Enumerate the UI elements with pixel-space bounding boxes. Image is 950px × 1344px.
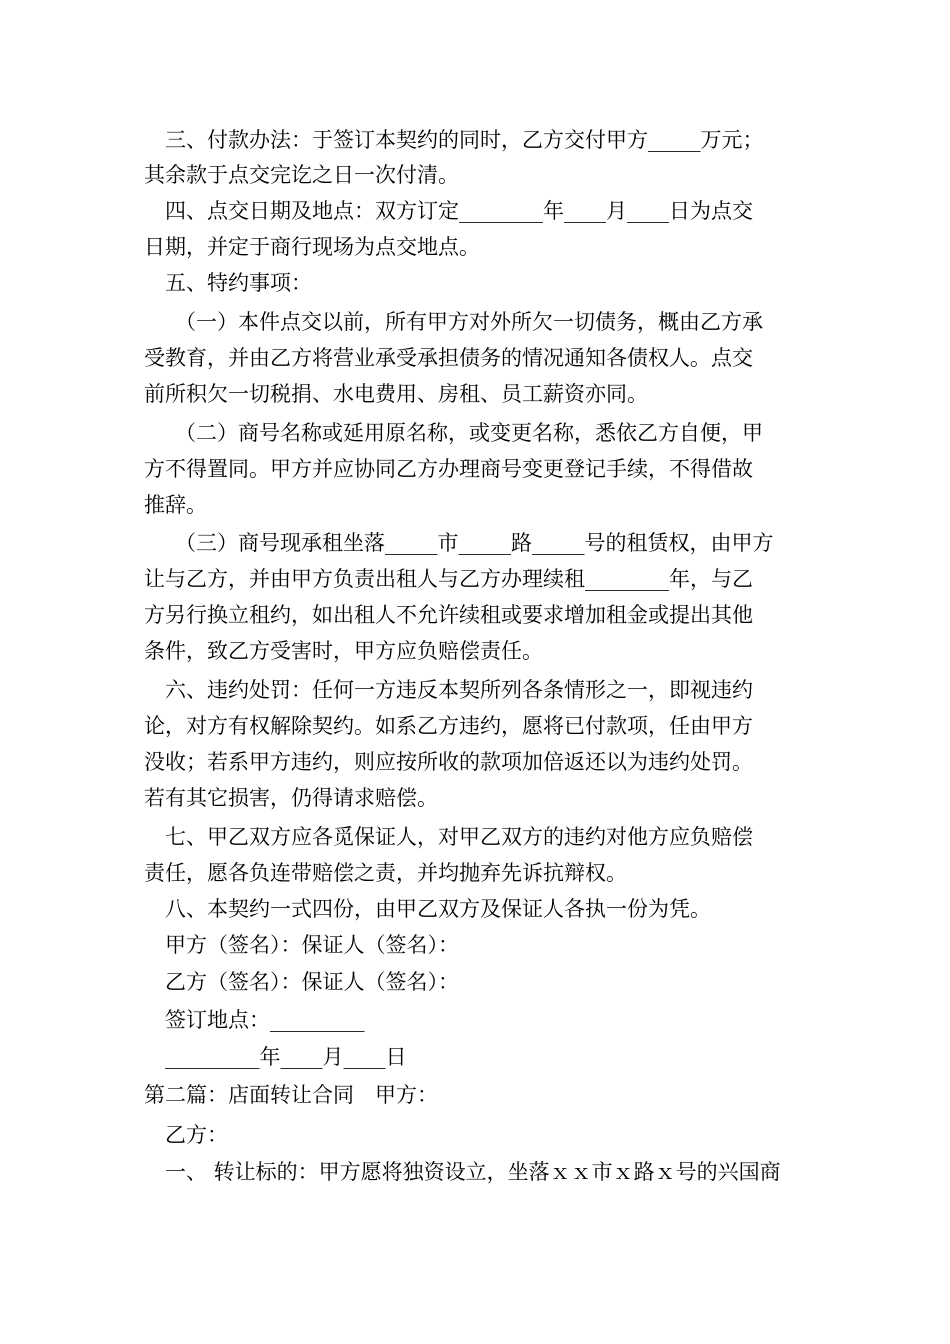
- part-two-heading: 第二篇：店面转让合同 甲方：: [144, 1083, 438, 1107]
- clause-5-2-line-1: （二）商号名称或延用原名称，或变更名称，悉依乙方自便，甲: [175, 421, 763, 445]
- clause-5-1-line-3: 前所积欠一切税捐、水电费用、房租、员工薪资亦同。: [144, 382, 648, 406]
- clause-4-line-2: 日期，并定于商行现场为点交地点。: [144, 235, 480, 259]
- signing-date-line: _________年____月____日: [165, 1045, 407, 1069]
- clause-5-2-line-3: 推辞。: [144, 493, 207, 517]
- clause-5-1-line-2: 受教育，并由乙方将营业承受承担债务的情况通知各债权人。点交: [144, 346, 753, 370]
- party-a-signature-line: 甲方（签名）：保证人（签名）：: [165, 933, 459, 957]
- clause-5-2-line-2: 方不得置同。甲方并应协同乙方办理商号变更登记手续，不得借故: [144, 457, 753, 481]
- clause-5-3-line-4: 条件，致乙方受害时，甲方应负赔偿责任。: [144, 639, 543, 663]
- clause-6-line-1: 六、违约处罚：任何一方违反本契所列各条情形之一，即视违约: [165, 678, 753, 702]
- clause-6-line-4: 若有其它损害，仍得请求赔偿。: [144, 786, 438, 810]
- clause-6-line-3: 没收；若系甲方违约，则应按所收的款项加倍返还以为违约处罚。: [144, 750, 753, 774]
- clause-5-1-line-1: （一）本件点交以前，所有甲方对外所欠一切债务，概由乙方承: [175, 310, 763, 334]
- clause-7-line-2: 责任，愿各负连带赔偿之责，并均抛弃先诉抗辩权。: [144, 861, 627, 885]
- part-two-clause-1-line-1: 一、 转让标的：甲方愿将独资设立，坐落ｘｘ市ｘ路ｘ号的兴国商: [165, 1160, 781, 1184]
- party-b-signature-line: 乙方（签名）：保证人（签名）：: [165, 970, 459, 994]
- part-two-party-b: 乙方：: [165, 1123, 228, 1147]
- clause-5-3-line-2: 让与乙方，并由甲方负责出租人与乙方办理续租________年，与乙: [144, 567, 753, 591]
- clause-4-line-1: 四、点交日期及地点：双方订定________年____月____日为点交: [165, 199, 753, 223]
- clause-3-line-2: 其余款于点交完讫之日一次付清。: [144, 163, 459, 187]
- clause-5-3-line-3: 方另行换立租约，如出租人不允许续租或要求增加租金或提出其他: [144, 603, 753, 627]
- clause-5-heading: 五、特约事项：: [165, 271, 312, 295]
- clause-8-line-1: 八、本契约一式四份，由甲乙双方及保证人各执一份为凭。: [165, 897, 711, 921]
- clause-5-3-line-1: （三）商号现承租坐落_____市_____路_____号的租赁权，由甲方: [175, 531, 774, 555]
- clause-6-line-2: 论，对方有权解除契约。如系乙方违约，愿将已付款项，任由甲方: [144, 714, 753, 738]
- signing-place-line: 签订地点：_________: [165, 1008, 365, 1032]
- clause-3-line-1: 三、付款办法：于签订本契约的同时，乙方交付甲方_____万元；: [165, 128, 764, 152]
- clause-7-line-1: 七、甲乙双方应各觅保证人，对甲乙双方的违约对他方应负赔偿: [165, 825, 753, 849]
